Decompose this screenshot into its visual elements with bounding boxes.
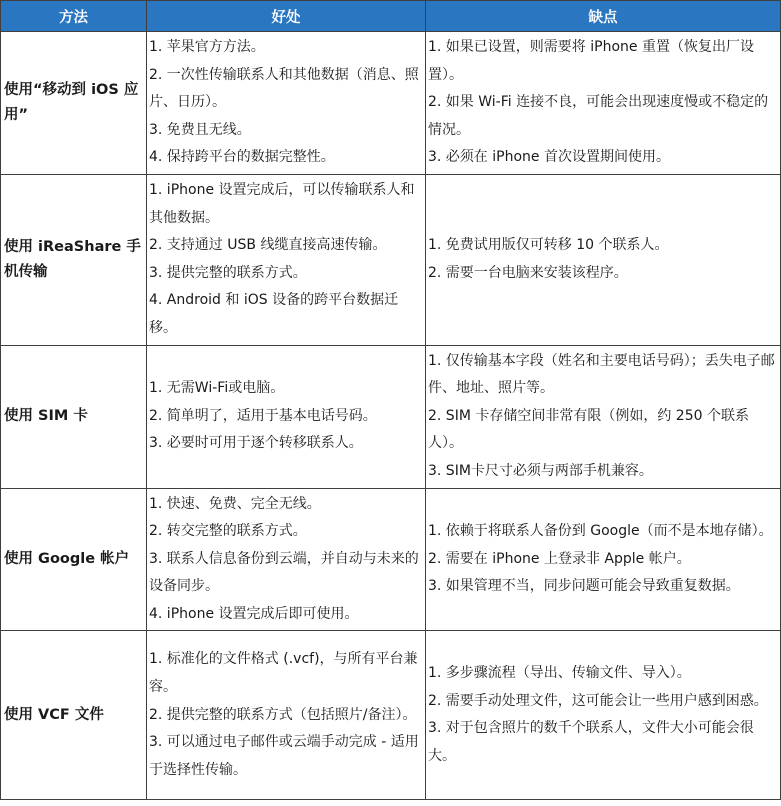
con-item: 3. 必须在 iPhone 首次设置期间使用。: [428, 149, 670, 166]
pro-item: 3. 免费且无线。: [149, 121, 251, 138]
pros-cell: [147, 631, 426, 800]
pros-cell: [147, 32, 426, 175]
con-item: 1. 免费试用版仅可转移 10 个联系人。: [428, 237, 669, 254]
pro-item: 3. 必要时可用于逐个转移联系人。: [149, 435, 363, 452]
pro-item: 1. 苹果官方方法。: [149, 39, 265, 55]
cons-cell: [426, 174, 781, 345]
pro-item: 3. 提供完整的联系方式。: [149, 264, 307, 281]
method-cell: 使用 SIM 卡: [1, 345, 147, 488]
pro-item: 1. 无需Wi-Fi或电脑。: [149, 380, 285, 397]
con-item: 2. 如果 Wi-Fi 连接不良，可能会出现速度慢或不稳定的情况。: [428, 94, 769, 138]
pro-item: 1. 快速、免费、完全无线。: [149, 495, 321, 512]
pro-item: 2. 简单明了，适用于基本电话号码。: [149, 407, 377, 424]
pros-cell: [147, 174, 426, 345]
pro-item: 3. 可以通过电子邮件或云端手动完成 - 适用于选择性传输。: [149, 734, 419, 778]
cons-cell: [426, 345, 781, 488]
con-item: 1. 仅传输基本字段（姓名和主要电话号码）；丢失电子邮件、地址、照片等。: [428, 352, 775, 397]
pro-item: 2. 转交完整的联系方式。: [149, 523, 307, 540]
con-item: 2. 需要在 iPhone 上登录非 Apple 帐户。: [428, 550, 691, 567]
header-cons: 缺点: [426, 1, 781, 32]
header-pros: 好处: [147, 1, 426, 32]
cons-cell: [426, 32, 781, 175]
con-item: 3. 对于包含照片的数千个联系人，文件大小可能会很大。: [428, 720, 754, 765]
con-item: 2. 需要一台电脑来安装该程序。: [428, 264, 628, 281]
method-cell: 使用“移动到 iOS 应用”: [1, 32, 147, 175]
method-cell: 使用 VCF 文件: [1, 631, 147, 800]
cons-cell: [426, 488, 781, 631]
pros-cell: [147, 345, 426, 488]
pro-item: 2. 一次性传输联系人和其他数据（消息、照片、日历）。: [149, 66, 419, 111]
con-item: 3. 如果管理不当，同步问题可能会导致重复数据。: [428, 578, 740, 595]
pro-item: 2. 提供完整的联系方式（包括照片/备注）。: [149, 706, 417, 723]
pro-item: 4. Android 和 iOS 设备的跨平台数据迁移。: [149, 292, 399, 336]
method-cell: 使用 iReaShare 手机传输: [1, 174, 147, 345]
pro-item: 1. iPhone 设置完成后，可以传输联系人和其他数据。: [149, 181, 415, 226]
con-item: 1. 依赖于将联系人备份到 Google（而不是本地存储）。: [428, 523, 773, 540]
pro-item: 2. 支持通过 USB 线缆直接高速传输。: [149, 237, 387, 254]
con-item: 2. SIM 卡存储空间非常有限（例如，约 250 个联系人）。: [428, 407, 749, 452]
pros-cell: [147, 488, 426, 631]
header-method: 方法: [1, 1, 147, 32]
table-row: [1, 631, 781, 800]
pro-item: 3. 联系人信息备份到云端，并自动与未来的设备同步。: [149, 550, 419, 595]
pro-item: 4. 保持跨平台的数据完整性。: [149, 149, 335, 166]
con-item: 3. SIM卡尺寸必须与两部手机兼容。: [428, 462, 653, 479]
pro-item: 1. 标准化的文件格式 (.vcf)，与所有平台兼容。: [149, 651, 418, 696]
table-row: [1, 174, 781, 345]
pro-item: 4. iPhone 设置完成后即可使用。: [149, 605, 359, 622]
cons-cell: [426, 631, 781, 800]
table-row: [1, 345, 781, 488]
method-cell: 使用 Google 帐户: [1, 488, 147, 631]
table-row: [1, 32, 781, 175]
header-row: [1, 1, 781, 32]
con-item: 2. 需要手动处理文件，这可能会让一些用户感到困惑。: [428, 692, 768, 709]
table-row: [1, 488, 781, 631]
con-item: 1. 多步骤流程（导出、传输文件、导入）。: [428, 665, 691, 682]
con-item: 1. 如果已设置，则需要将 iPhone 重置（恢复出厂设置）。: [428, 39, 754, 83]
